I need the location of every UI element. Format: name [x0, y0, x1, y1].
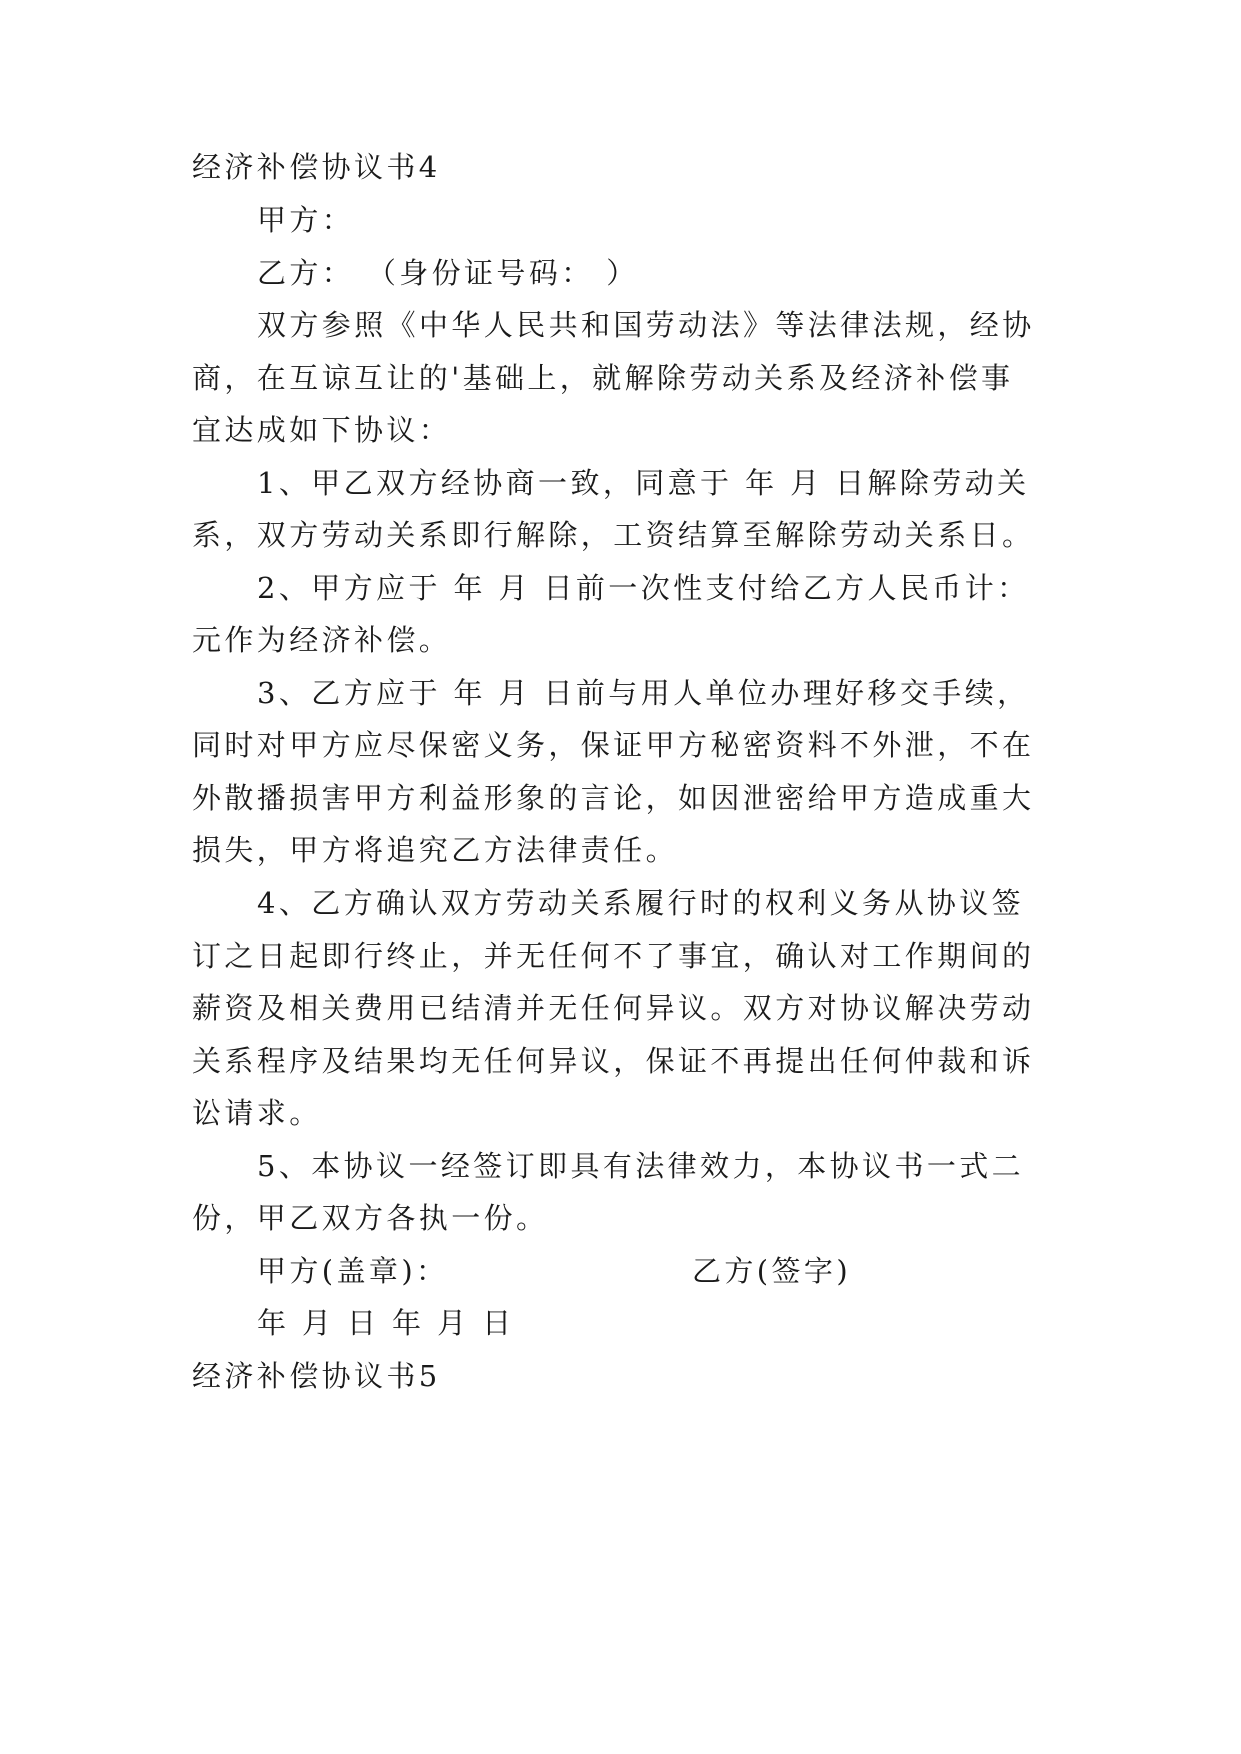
clause-2-line: 2、甲方应于 年 月 日前一次性支付给乙方人民币计：: [257, 571, 1030, 605]
date-line: 年 月 日 年 月 日: [257, 1306, 515, 1340]
preamble-line: 商，在互谅互让的'基础上，就解除劳动关系及经济补偿事: [192, 361, 1014, 395]
clause-3-line: 损失，甲方将追究乙方法律责任。: [192, 833, 679, 867]
clause-4-line: 讼请求。: [192, 1096, 322, 1130]
clause-2-line: 元作为经济补偿。: [192, 623, 452, 657]
clause-1-line: 1、甲乙双方经协商一致，同意于 年 月 日解除劳动关: [257, 466, 1030, 500]
document-title-5: 经济补偿协议书5: [192, 1359, 441, 1393]
party-b-label: 乙方： （身份证号码： ）: [257, 256, 639, 290]
clause-1-line: 系，双方劳动关系即行解除，工资结算至解除劳动关系日。: [192, 518, 1035, 552]
clause-5-line: 份，甲乙双方各执一份。: [192, 1201, 549, 1235]
clause-3-line: 3、乙方应于 年 月 日前与用人单位办理好移交手续，: [257, 676, 1030, 710]
preamble-line: 宜达成如下协议：: [192, 413, 452, 447]
clause-4-line: 薪资及相关费用已结清并无任何异议。双方对协议解决劳动: [192, 991, 1035, 1025]
clause-5-line: 5、本协议一经签订即具有法律效力，本协议书一式二: [257, 1149, 1025, 1183]
document-title-4: 经济补偿协议书4: [192, 150, 441, 184]
clause-4-line: 关系程序及结果均无任何异议，保证不再提出任何仲裁和诉: [192, 1044, 1035, 1078]
preamble-line: 双方参照《中华人民共和国劳动法》等法律法规，经协: [257, 308, 1035, 342]
clause-3-line: 同时对甲方应尽保密义务，保证甲方秘密资料不外泄，不在: [192, 728, 1035, 762]
signature-party-b: 乙方(签字): [692, 1254, 852, 1288]
clause-3-line: 外散播损害甲方利益形象的言论，如因泄密给甲方造成重大: [192, 781, 1035, 815]
signature-party-a: 甲方(盖章)：: [257, 1254, 449, 1288]
clause-4-line: 4、乙方确认双方劳动关系履行时的权利义务从协议签: [257, 886, 1025, 920]
clause-4-line: 订之日起即行终止，并无任何不了事宜，确认对工作期间的: [192, 939, 1035, 973]
party-a-label: 甲方：: [257, 203, 355, 237]
